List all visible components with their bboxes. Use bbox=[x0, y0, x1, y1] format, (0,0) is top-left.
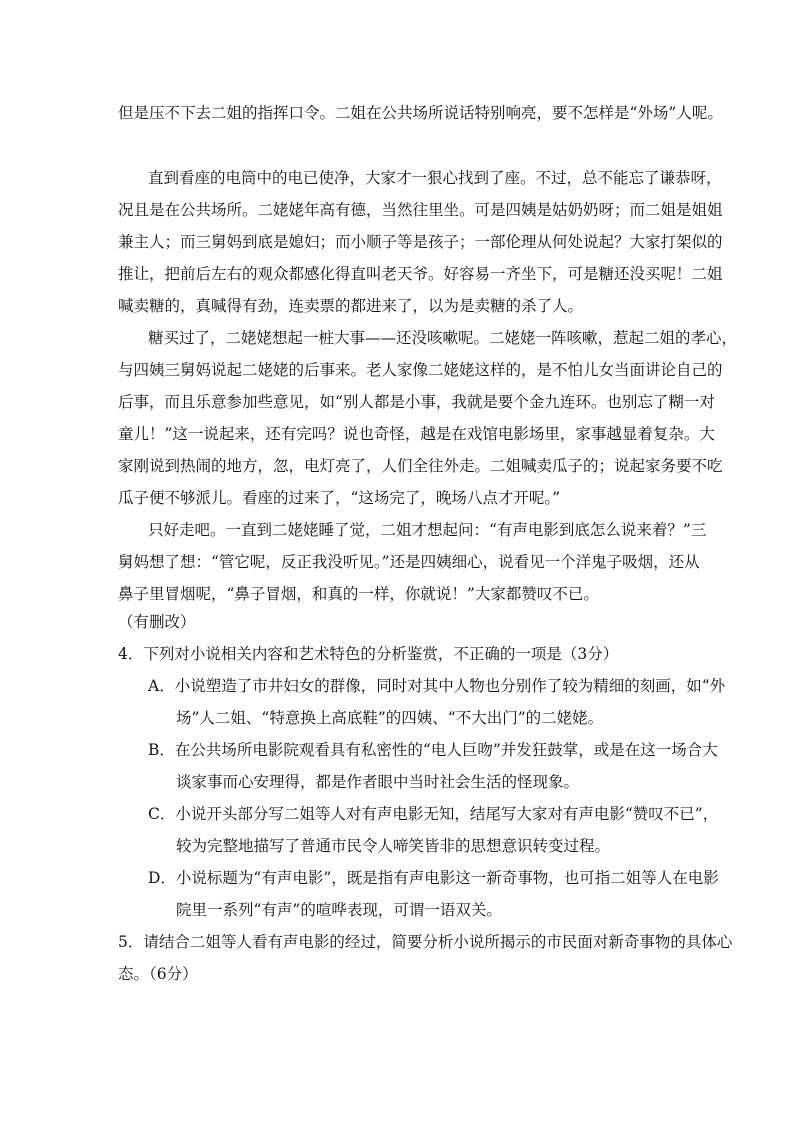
passage-top-line: 但是压不下去二姐的指挥口令。二姐在公共场所说话特别响亮，要不怎样是“外场”人呢。 bbox=[118, 104, 723, 122]
q4-option-b-line-1: B．在公共场所电影院观看具有私密性的“电人巨吻”并发狂鼓掌，或是在这一场合大 bbox=[148, 741, 718, 759]
para3-line-3: 鼻子里冒烟呢，“鼻子冒烟，和真的一样，你就说！”大家都赞叹不已。 bbox=[118, 585, 599, 603]
para1-line-1: 直到看座的电筒中的电已使净，大家才一狠心找到了座。不过，总不能忘了谦恭呀， bbox=[148, 169, 722, 187]
para2-line-6: 瓜子便不够派儿。看座的过来了，“这场完了，晚场八点才开呢。” bbox=[118, 489, 561, 507]
question-5-line-2: 态。（6分） bbox=[118, 965, 198, 983]
q4-option-a-line-1: A．小说塑造了市井妇女的群像，同时对其中人物也分别作了较为精细的刻画，如“外 bbox=[148, 677, 726, 695]
para2-line-1: 糖买过了，二姥姥想起一桩大事——还没咳嗽呢。二姥姥一阵咳嗽，惹起二姐的孝心， bbox=[148, 329, 738, 347]
para2-line-2: 与四姨三舅妈说起二姥姥的后事来。老人家像二姥姥这样的，是不怕儿女当面讲论自己的 bbox=[118, 361, 723, 379]
q4-option-c-line-2: 较为完整地描写了普通市民令人啼笑皆非的思想意识转变过程。 bbox=[176, 837, 611, 855]
para3-line-1: 只好走吧。一直到二姥姥睡了觉，二姐才想起问：“有声电影到底怎么说来着？”三 bbox=[148, 521, 707, 539]
question-5-line-1: 5．请结合二姐等人看有声电影的经过，简要分析小说所揭示的市民面对新奇事物的具体心 bbox=[118, 933, 733, 951]
para1-line-5: 喊卖糖的，真喊得有劲，连卖票的都进来了，以为是卖糖的杀了人。 bbox=[118, 297, 584, 315]
q4-option-a-line-2: 场”人二姐、“特意换上高底鞋”的四姨、“不大出门”的二姥姥。 bbox=[176, 709, 604, 727]
para3-line-2: 舅妈想了想：“管它呢，反正我没听见。”还是四姨细心，说看见一个洋鬼子吸烟，还从 bbox=[118, 553, 700, 571]
question-4-stem: 4．下列对小说相关内容和艺术特色的分析鉴赏，不正确的一项是（3分） bbox=[118, 645, 619, 663]
para2-line-4: 童儿！”这一说起来，还有完吗？说也奇怪，越是在戏馆电影场里，家事越显着复杂。大 bbox=[118, 425, 715, 443]
para1-line-3: 兼主人；而三舅妈到底是媳妇；而小顺子等是孩子；一部伦理从何处说起？大家打架似的 bbox=[118, 233, 723, 251]
q4-option-d-line-1: D．小说标题为“有声电影”，既是指有声电影这一新奇事物，也可指二姐等人在电影 bbox=[148, 869, 719, 887]
q4-option-c-line-1: C．小说开头部分写二姐等人对有声电影无知，结尾写大家对有声电影“赞叹不已”， bbox=[148, 805, 719, 823]
q4-option-d-line-2: 院里一系列“有声”的喧哗表现，可谓一语双关。 bbox=[176, 901, 502, 919]
source-note: （有删改） bbox=[118, 613, 196, 631]
q4-option-b-line-2: 谈家事而心安理得，都是作者眼中当时社会生活的怪现象。 bbox=[176, 773, 580, 791]
para2-line-3: 后事，而且乐意参加些意见，如“别人都是小事，我就是要个金九连环。也别忘了糊一对 bbox=[118, 393, 715, 411]
para1-line-2: 况且是在公共场所。二姥姥年高有德，当然往里坐。可是四姨是姑奶奶呀；而二姐是姐姐 bbox=[118, 201, 723, 219]
para2-line-5: 家刚说到热闹的地方，忽，电灯亮了，人们全往外走。二姐喊卖瓜子的；说起家务要不吃 bbox=[118, 457, 723, 475]
para1-line-4: 推让，把前后左右的观众都感化得直叫老天爷。好容易一齐坐下，可是糖还没买呢！二姐 bbox=[118, 265, 723, 283]
